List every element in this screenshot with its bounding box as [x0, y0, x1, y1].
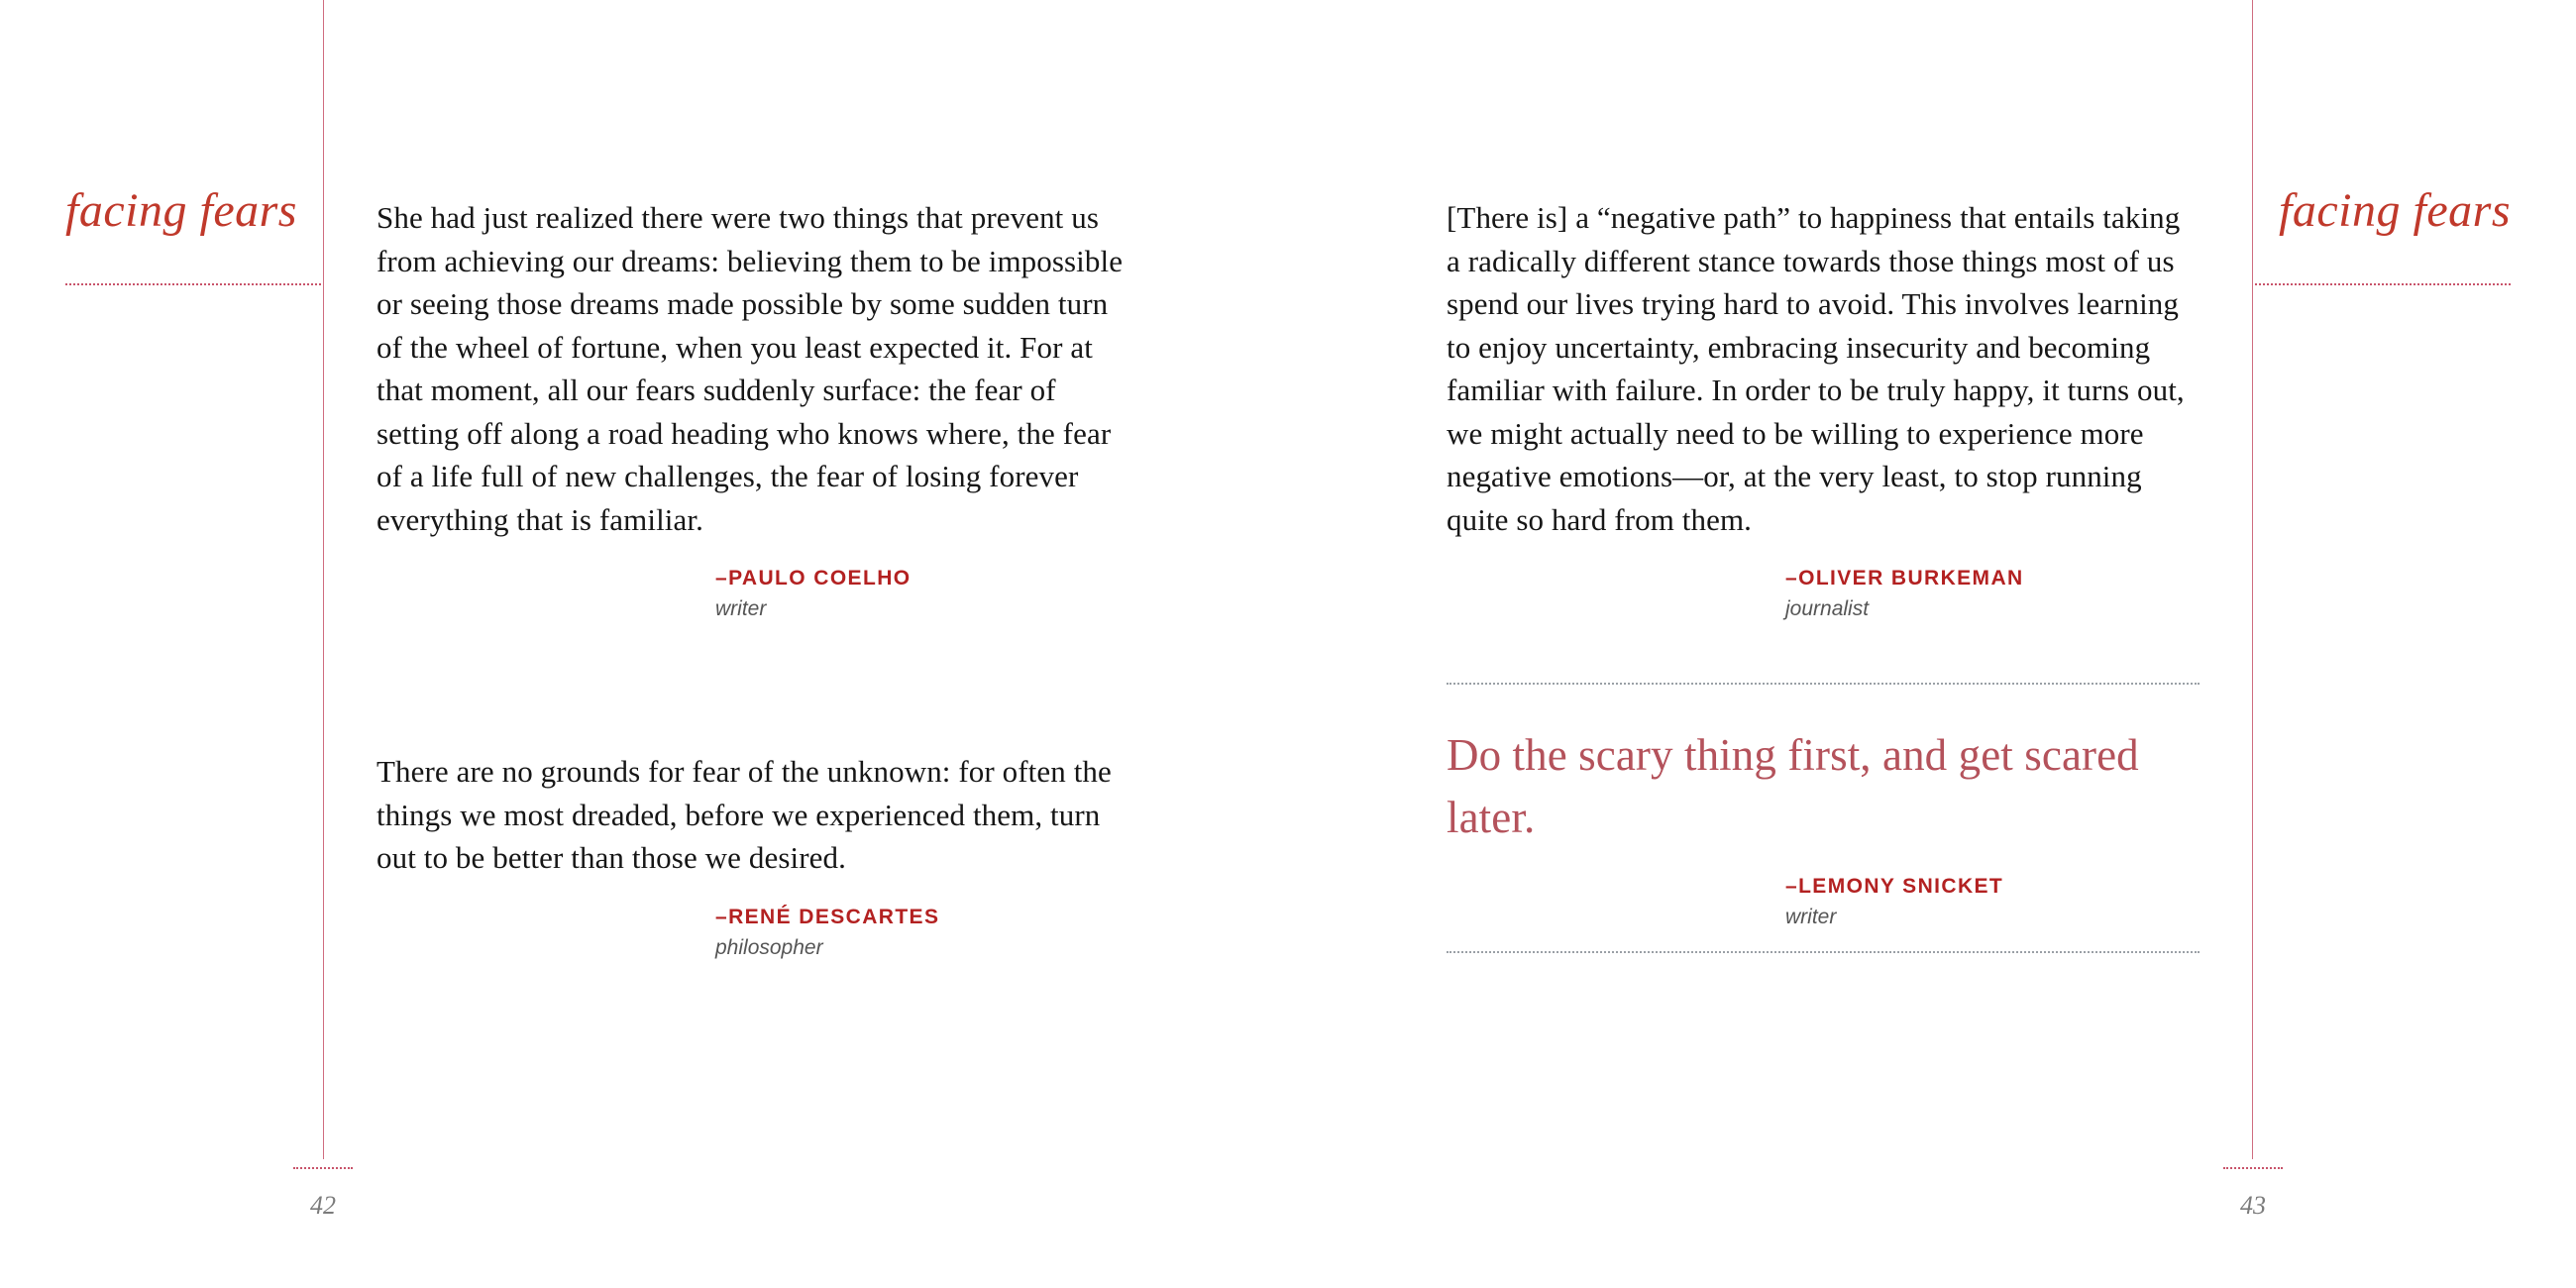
quote-attribution	[1447, 567, 2200, 621]
quote-text: [There is] a “negative path” to happiness that entails taking a radically different stance towards those things most of us spend our lives trying hard to avoid. This involves learning to enjoy uncertainty, embracing insecurity and becoming familiar with failure. In order to be truly happy, it turns out, we might actually need to be willing to experience more negative emotions—or, at the very least, to stop running quite so hard from them.	[1447, 200, 2185, 537]
running-head-rule-right	[2255, 283, 2511, 285]
right-page	[1288, 0, 2576, 1288]
left-page-vertical-rule	[323, 0, 324, 1159]
block-spacer	[376, 621, 1129, 750]
quote-block-descartes	[376, 750, 1129, 960]
quote-attribution	[376, 567, 1129, 621]
block-spacer	[1447, 929, 2200, 951]
block-spacer	[1447, 621, 2200, 683]
right-page-vertical-rule	[2252, 0, 2253, 1159]
footer-rule-right	[2223, 1167, 2283, 1169]
quote-author: –OLIVER BURKEMAN	[1785, 567, 2024, 590]
quote-block-burkeman	[1447, 196, 2200, 621]
block-spacer	[1447, 685, 2200, 724]
page-number-left: 42	[310, 1191, 336, 1220]
quote-attribution	[376, 906, 1129, 960]
quote-attribution	[1447, 875, 2200, 929]
quote-text: There are no grounds for fear of the unknown: for often the things we most dreaded, before we experienced them, turn out to be better than those we desired.	[376, 754, 1112, 875]
quote-block-snicket	[1447, 724, 2200, 929]
page-number-right: 43	[2240, 1191, 2266, 1220]
quote-author-role: journalist	[1785, 597, 1870, 620]
quote-author: –PAULO COELHO	[715, 567, 912, 590]
quote-author-role: writer	[715, 597, 767, 620]
left-page-text-column	[376, 196, 1129, 960]
quote-author-role: writer	[1785, 906, 1837, 928]
pullquote-text: Do the scary thing first, and get scared later.	[1447, 730, 2139, 842]
quote-author: –RENÉ DESCARTES	[715, 905, 940, 928]
quote-author: –LEMONY SNICKET	[1785, 875, 2004, 898]
running-head-right: facing fears	[2279, 184, 2511, 237]
right-page-text-column	[1447, 196, 2200, 953]
quote-author-role: philosopher	[715, 935, 823, 959]
footer-rule-left	[293, 1167, 353, 1169]
quote-block-coelho	[376, 196, 1129, 621]
running-head-rule-left	[65, 283, 321, 285]
running-head-left: facing fears	[65, 184, 297, 237]
pullquote-bottom-rule	[1447, 951, 2200, 953]
quote-text: She had just realized there were two things that prevent us from achieving our dreams: believing them to be impossible or seeing those dreams made possible by some sudden turn of the wheel of fortune, when you least expected it. For at that moment, all our fears suddenly surface: the fear of setting off along a road heading who knows where, the fear of a life full of new challenges, the fear of losing forever everything that is familiar.	[376, 200, 1124, 537]
